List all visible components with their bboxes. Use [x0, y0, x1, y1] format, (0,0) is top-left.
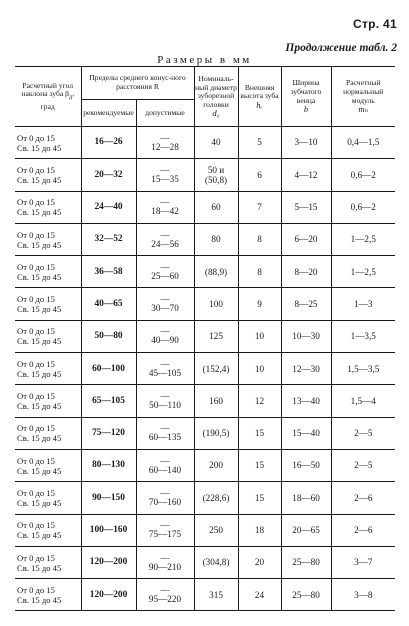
cell-angle: От 0 до 15 Св. 15 до 45 — [15, 288, 81, 320]
cell-allowed: — 24—56 — [136, 223, 194, 255]
cell-width: 6—20 — [281, 223, 331, 255]
cell-module: 3—8 — [331, 579, 395, 611]
cell-allowed: — 30—70 — [136, 288, 194, 320]
cell-diameter: (152,4) — [194, 353, 238, 385]
cell-diameter: (190,5) — [194, 417, 238, 449]
cell-height: 12 — [238, 385, 281, 417]
cell-angle: От 0 до 15 Св. 15 до 45 — [15, 449, 81, 481]
cell-height: 24 — [238, 579, 281, 611]
cell-module: 1—2,5 — [331, 223, 395, 255]
cell-width: 25—80 — [281, 546, 331, 578]
cell-diameter: (304,8) — [194, 546, 238, 578]
cell-height: 15 — [238, 482, 281, 514]
cell-height: 15 — [238, 449, 281, 481]
cell-angle: От 0 до 15 Св. 15 до 45 — [15, 191, 81, 223]
cell-angle: От 0 до 15 Св. 15 до 45 — [15, 417, 81, 449]
cell-module: 1—3,5 — [331, 320, 395, 352]
table-row — [15, 449, 395, 481]
cell-allowed: — 45—105 — [136, 353, 194, 385]
cell-module: 1—2,5 — [331, 256, 395, 288]
cell-height: 8 — [238, 256, 281, 288]
cell-module: 2—5 — [331, 417, 395, 449]
cell-angle: От 0 до 15 Св. 15 до 45 — [15, 320, 81, 352]
header-face-width: Ширина зубчатого венца b — [281, 67, 331, 127]
table-row — [15, 546, 395, 578]
cell-diameter: 40 — [194, 127, 238, 159]
cell-recommended: 75—120 — [81, 417, 136, 449]
cell-allowed: — 95—220 — [136, 579, 194, 611]
cell-height: 7 — [238, 191, 281, 223]
cell-allowed: — 18—42 — [136, 191, 194, 223]
header-normal-module: Расчетный нормальный модуль mₙ — [331, 67, 395, 127]
cell-height: 6 — [238, 159, 281, 191]
table-row — [15, 127, 395, 159]
cell-width: 3—10 — [281, 127, 331, 159]
cell-width: 18—60 — [281, 482, 331, 514]
table-row — [15, 288, 395, 320]
header-tooth-height: Внешняя высота зуба hₑ — [238, 67, 281, 127]
cell-allowed: — 70—160 — [136, 482, 194, 514]
cell-angle: От 0 до 15 Св. 15 до 45 — [15, 546, 81, 578]
cell-recommended: 120—200 — [81, 546, 136, 578]
cell-width: 12—30 — [281, 353, 331, 385]
cell-recommended: 90—150 — [81, 482, 136, 514]
header-angle: Расчетный угол наклона зуба $\beta_д$, град — [15, 67, 81, 127]
table-row — [15, 579, 395, 611]
cell-allowed: — 40—90 — [136, 320, 194, 352]
cell-width: 10—30 — [281, 320, 331, 352]
cell-angle: От 0 до 15 Св. 15 до 45 — [15, 482, 81, 514]
cell-recommended: 16—26 — [81, 127, 136, 159]
cell-recommended: 32—52 — [81, 223, 136, 255]
cell-recommended: 120—200 — [81, 579, 136, 611]
cell-recommended: 80—130 — [81, 449, 136, 481]
table-row — [15, 191, 395, 223]
table-row — [15, 482, 395, 514]
cell-angle: От 0 до 15 Св. 15 до 45 — [15, 159, 81, 191]
cell-width: 13—40 — [281, 385, 331, 417]
cell-width: 8—20 — [281, 256, 331, 288]
cell-recommended: 24—40 — [81, 191, 136, 223]
table-row — [15, 385, 395, 417]
cell-diameter: 100 — [194, 288, 238, 320]
cell-width: 8—25 — [281, 288, 331, 320]
cell-recommended: 36—58 — [81, 256, 136, 288]
header-cutter-diameter: Номиналь-ный диаметр зуборезной головки d₀ — [194, 67, 238, 127]
cell-recommended: 65—105 — [81, 385, 136, 417]
cell-diameter: 125 — [194, 320, 238, 352]
page-number: Стр. 41 — [353, 17, 397, 31]
table-row — [15, 353, 395, 385]
cell-recommended: 100—160 — [81, 514, 136, 546]
table-row — [15, 320, 395, 352]
cell-recommended: 20—32 — [81, 159, 136, 191]
cell-height: 8 — [238, 223, 281, 255]
cell-angle: От 0 до 15 Св. 15 до 45 — [15, 223, 81, 255]
header-distance-limits: Пределы среднего конус-ного расстояния R — [81, 67, 194, 100]
cell-allowed: — 25—60 — [136, 256, 194, 288]
cell-allowed: — 50—110 — [136, 385, 194, 417]
cell-module: 0,6—2 — [331, 191, 395, 223]
cell-module: 1,5—3,5 — [331, 353, 395, 385]
cell-diameter: 200 — [194, 449, 238, 481]
cell-width: 25—80 — [281, 579, 331, 611]
table-row — [15, 417, 395, 449]
table-continuation-caption: Продолжение табл. 2 — [285, 42, 397, 54]
cell-module: 2—5 — [331, 449, 395, 481]
cell-angle: От 0 до 15 Св. 15 до 45 — [15, 514, 81, 546]
cell-allowed: — 60—140 — [136, 449, 194, 481]
table-row — [15, 223, 395, 255]
cell-recommended: 40—65 — [81, 288, 136, 320]
cell-allowed: — 60—135 — [136, 417, 194, 449]
cell-recommended: 60—100 — [81, 353, 136, 385]
cell-width: 4—12 — [281, 159, 331, 191]
cell-height: 10 — [238, 320, 281, 352]
cell-allowed: — 90—210 — [136, 546, 194, 578]
cell-module: 2—6 — [331, 482, 395, 514]
units-caption: Размеры в мм — [157, 54, 252, 66]
cell-angle: От 0 до 15 Св. 15 до 45 — [15, 256, 81, 288]
cell-diameter: 50 и (50,8) — [194, 159, 238, 191]
cell-module: 1—3 — [331, 288, 395, 320]
cell-angle: От 0 до 15 Св. 15 до 45 — [15, 127, 81, 159]
cell-diameter: (88,9) — [194, 256, 238, 288]
cell-allowed: — 12—28 — [136, 127, 194, 159]
cell-width: 5—15 — [281, 191, 331, 223]
cell-module: 3—7 — [331, 546, 395, 578]
table-row — [15, 514, 395, 546]
table-row — [15, 256, 395, 288]
cell-diameter: (228,6) — [194, 482, 238, 514]
gear-parameters-table — [15, 66, 395, 611]
table-row — [15, 159, 395, 191]
header-recommended: рекомендуемые — [81, 100, 136, 127]
cell-diameter: 315 — [194, 579, 238, 611]
cell-recommended: 50—80 — [81, 320, 136, 352]
cell-width: 20—65 — [281, 514, 331, 546]
cell-angle: От 0 до 15 Св. 15 до 45 — [15, 353, 81, 385]
cell-module: 1,5—4 — [331, 385, 395, 417]
header-allowed: допустимые — [136, 100, 194, 127]
cell-diameter: 80 — [194, 223, 238, 255]
cell-height: 5 — [238, 127, 281, 159]
cell-module: 2—6 — [331, 514, 395, 546]
cell-height: 20 — [238, 546, 281, 578]
cell-width: 16—50 — [281, 449, 331, 481]
cell-height: 15 — [238, 417, 281, 449]
cell-module: 0,4—1,5 — [331, 127, 395, 159]
cell-allowed: — 75—175 — [136, 514, 194, 546]
cell-width: 15—40 — [281, 417, 331, 449]
cell-diameter: 160 — [194, 385, 238, 417]
cell-angle: От 0 до 15 Св. 15 до 45 — [15, 385, 81, 417]
cell-angle: От 0 до 15 Св. 15 до 45 — [15, 579, 81, 611]
cell-height: 18 — [238, 514, 281, 546]
cell-diameter: 250 — [194, 514, 238, 546]
cell-height: 10 — [238, 353, 281, 385]
cell-height: 9 — [238, 288, 281, 320]
cell-allowed: — 15—35 — [136, 159, 194, 191]
cell-module: 0,6—2 — [331, 159, 395, 191]
cell-diameter: 60 — [194, 191, 238, 223]
